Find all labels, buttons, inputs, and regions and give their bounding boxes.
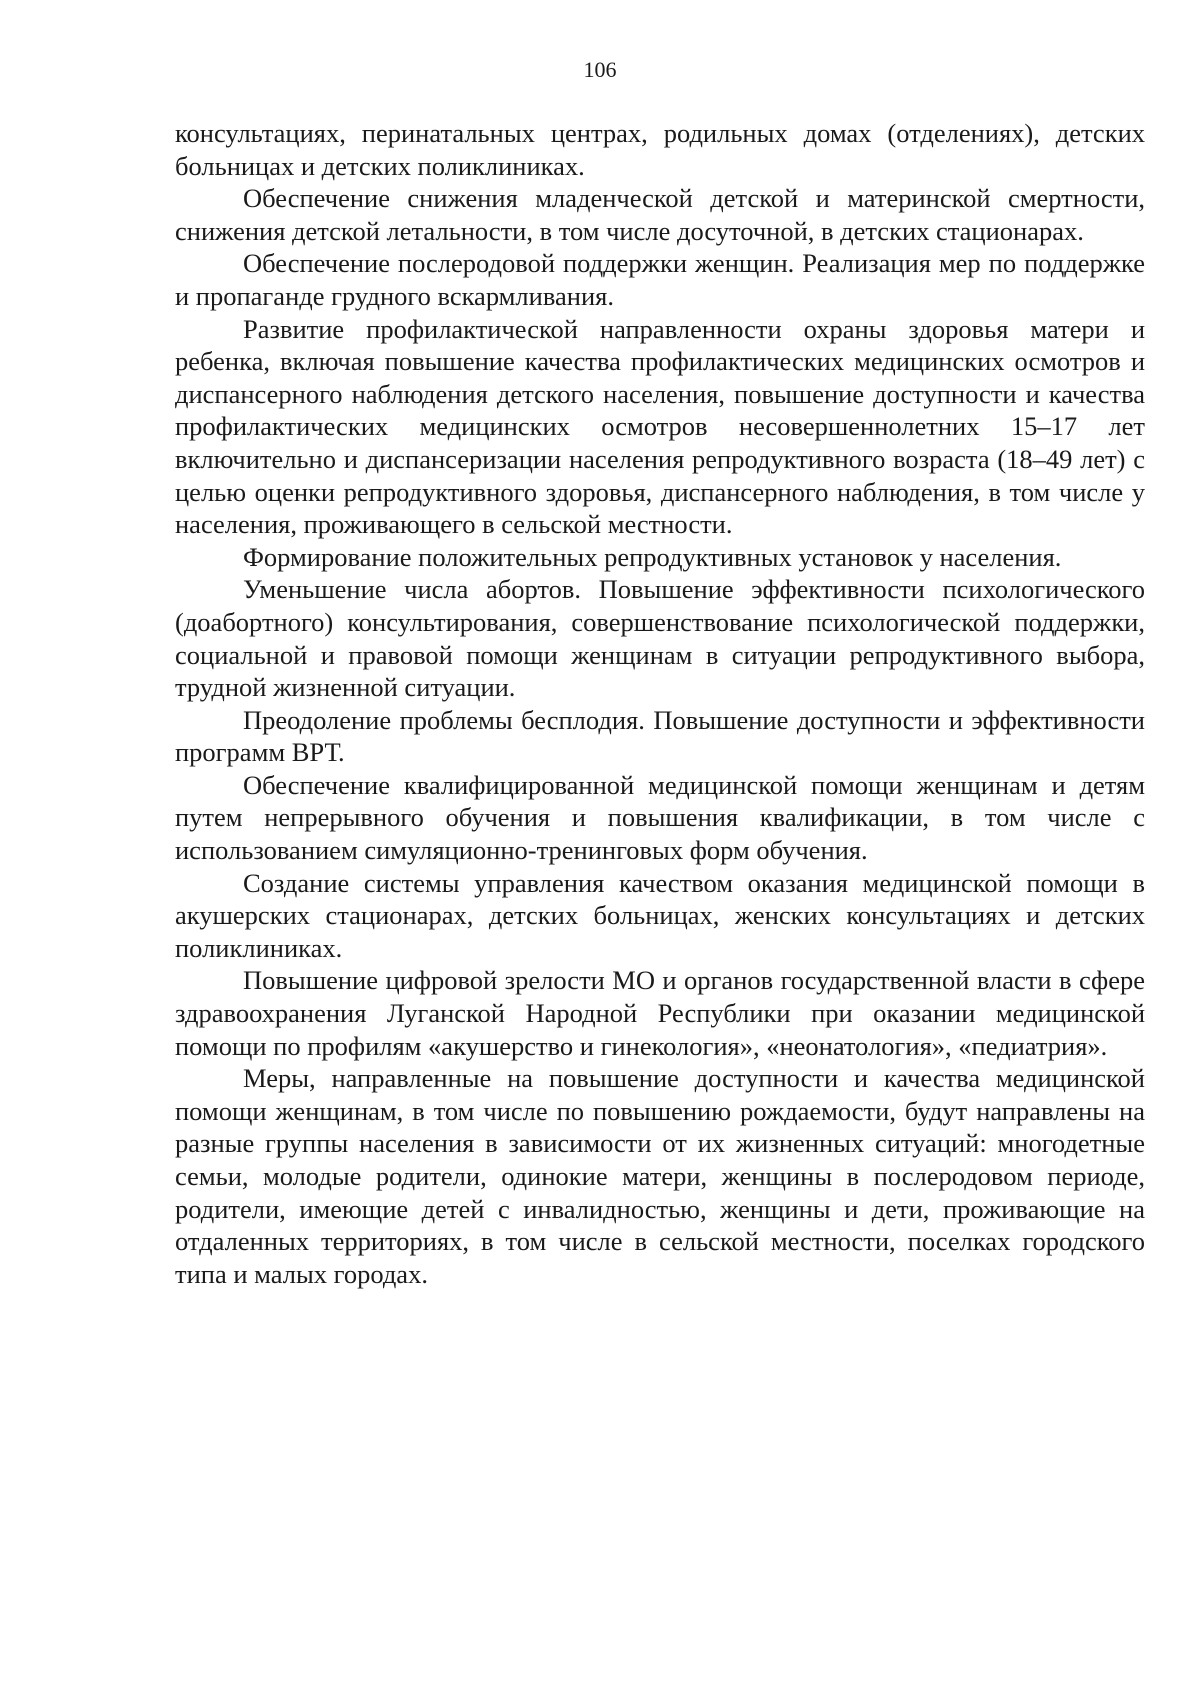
document-body: [175, 117, 1145, 1290]
paragraph-reproductive-attitudes: Формирование положительных репродуктивных установок у населения.: [243, 541, 1062, 572]
paragraph-accessibility-measures: Меры, направленные на повышение доступности и качества медицинской помощи женщинам, в том числе по повышению рождаемости, будут направлены на разные группы населения в зависимости от их жизненных ситуаций: многодетные семьи, молодые родители, одинокие матери, женщины в послеродовом периоде, родители, имеющие детей с инвалидностью, женщины и дети, проживающие на отдаленных территориях, в том числе в сельской местности, поселках городского типа и малых городах.: [175, 1063, 1145, 1289]
paragraph-preventive-care: Развитие профилактической направленности охраны здоровья матери и ребенка, включая повышение качества профилактических медицинских осмотров и диспансерного наблюдения детского населения, повышение доступности и качества профилактических медицинских осмотров несовершеннолетних 15–17 лет включительно и диспансеризации населения репродуктивного возраста (18–49 лет) с целью оценки репродуктивного здоровья, диспансерного наблюдения, в том числе у населения, проживающего в сельской местности.: [175, 313, 1145, 540]
paragraph-postpartum-support: Обеспечение послеродовой поддержки женщин. Реализация мер по поддержке и пропаганде грудного вскармливания.: [175, 248, 1145, 311]
paragraph-digital-maturity: Повышение цифровой зрелости МО и органов государственной власти в сфере здравоохранения Луганской Народной Республики при оказании медицинской помощи по профилям «акушерство и гинекология», «неонатология», «педиатрия».: [175, 965, 1145, 1061]
paragraph-mortality-reduction: Обеспечение снижения младенческой детской и материнской смертности, снижения детской летальности, в том числе досуточной, в детских стационарах.: [175, 183, 1145, 246]
paragraph-qualified-care: Обеспечение квалифицированной медицинской помощи женщинам и детям путем непрерывного обучения и повышения квалификации, в том числе с использованием симуляционно-тренинговых форм обучения.: [175, 769, 1145, 866]
paragraph-continuation: консультациях, перинатальных центрах, родильных домах (отделениях), детских больницах и детских поликлиниках.: [175, 118, 1145, 181]
paragraph-abortion-reduction: Уменьшение числа абортов. Повышение эффективности психологического (доабортного) консультирования, совершенствование психологической поддержки, социальной и правовой помощи женщинам в ситуации репродуктивного выбора, трудной жизненной ситуации.: [175, 574, 1145, 703]
page-number: 106: [583, 57, 617, 82]
paragraph-infertility: Преодоление проблемы бесплодия. Повышение доступности и эффективности программ ВРТ.: [175, 704, 1145, 768]
paragraph-quality-management: Создание системы управления качеством оказания медицинской помощи в акушерских стационарах, детских больницах, женских консультациях и детских поликлиниках.: [175, 867, 1145, 963]
